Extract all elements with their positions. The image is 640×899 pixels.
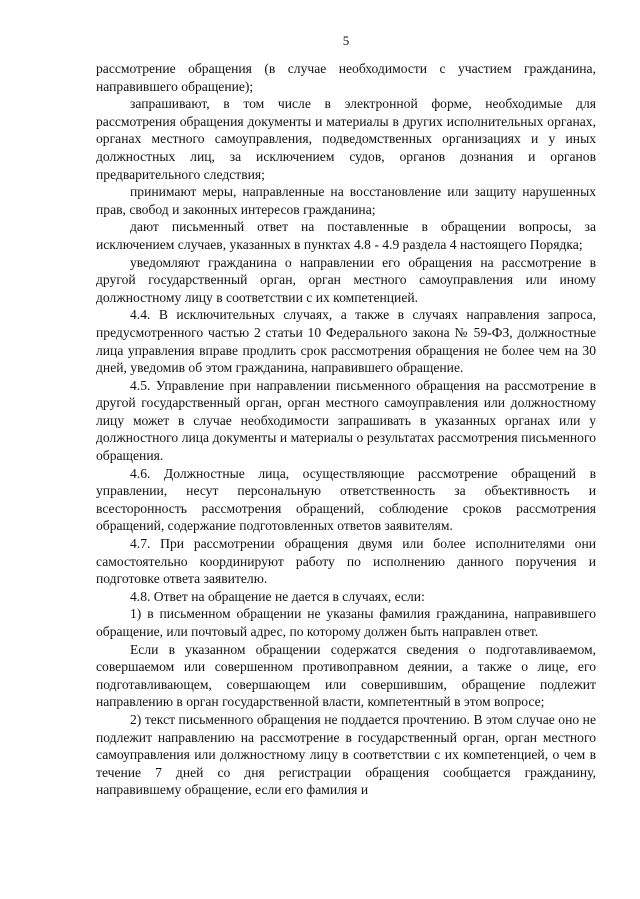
page-number: 5 [342,33,350,48]
document-page [96,34,596,799]
paragraph-10: 4.8. Ответ на обращение не дается в случаях, если: [130,588,425,604]
paragraph-7: 4.5. Управление при направлении письменного обращения на рассмотрение в другой государственный орган, орган местного самоуправления или должностному лицу может в случае необходимости запрашивать в указанных органах или у должностного лица документы и материалы о результатах рассмотрения письменного обращения. [96,377,596,464]
paragraph-8: 4.6. Должностные лица, осуществляющие рассмотрение обращений в управлении, несут персональную ответственность за объективность и всесторонность рассмотрения обращений, соблюдение сроков рассмотрения обращений, содержание подготовленных ответов заявителям. [96,465,596,534]
paragraph-11: 1) в письменном обращении не указаны фамилия гражданина, направившего обращение, или почтовый адрес, по которому должен быть направлен ответ. [96,606,596,639]
paragraph-9: 4.7. При рассмотрении обращения двумя или более исполнителями они самостоятельно координируют работу по исполнению данного поручения и подготовке ответа заявителю. [96,536,596,587]
paragraph-1: рассмотрение обращения (в случае необходимости с участием гражданина, направившего обращение); [96,61,596,94]
paragraph-6: 4.4. В исключительных случаях, а также в случаях направления запроса, предусмотренного частью 2 статьи 10 Федерального закона № 59-ФЗ, должностные лица управления вправе продлить срок рассмотрения обращения не более чем на 30 дней, уведомив об этом гражданина, направившего обращение. [96,307,596,376]
paragraph-2: запрашивают, в том числе в электронной форме, необходимые для рассмотрения обращения документы и материалы в других исполнительных органах, органах местного самоуправления, подведомственных организациях и у иных должностных лиц, за исключением судов, органов дознания и органов предварительного следствия; [96,96,596,182]
document-body [96,60,596,799]
paragraph-4: дают письменный ответ на поставленные в обращении вопросы, за исключением случаев, указанных в пунктах 4.8 - 4.9 раздела 4 настоящего Порядка; [96,219,596,252]
paragraph-13: 2) текст письменного обращения не поддается прочтению. В этом случае оно не подлежит направлению на рассмотрение в государственный орган, орган местного самоуправления или должностному лицу в соответствии с их компетенцией, о чем в течение 7 дней со дня регистрации обращения сообщается гражданину, направившему обращение, если его фамилия и [96,711,596,798]
paragraph-12: Если в указанном обращении содержатся сведения о подготавливаемом, совершаемом или совершенном противоправном деянии, а также о лице, его подготавливающем, совершающем или совершившим, обращение подлежит направлению в орган государственной власти, компетентный в этом вопросе; [96,641,596,710]
paragraph-5: уведомляют гражданина о направлении его обращения на рассмотрение в другой государственный орган, орган местного самоуправления или иному должностному лицу в соответствии с их компетенцией. [96,254,596,305]
paragraph-3: принимают меры, направленные на восстановление или защиту нарушенных прав, свобод и законных интересов гражданина; [96,184,596,217]
